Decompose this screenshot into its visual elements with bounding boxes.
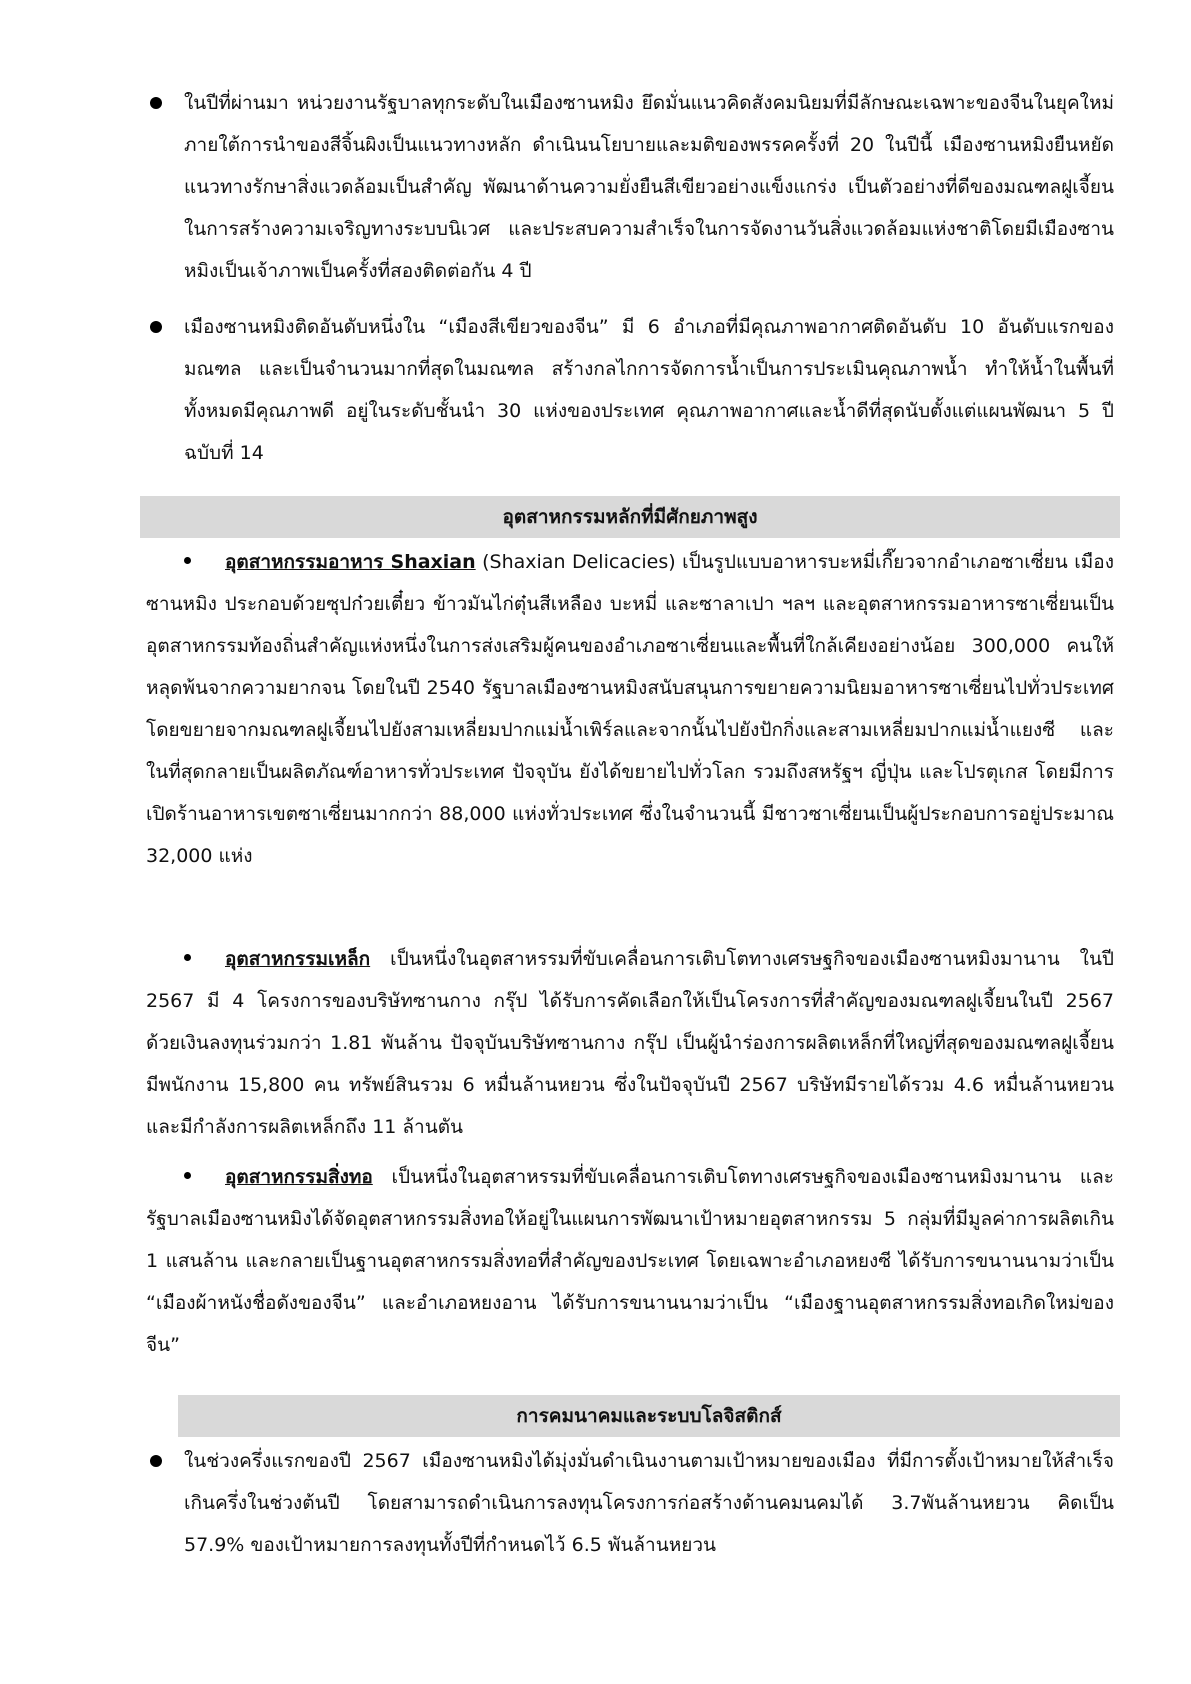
industry-paragraph-food — [146, 541, 1114, 877]
section-heading-transport: การคมนาคมและระบบโลจิสติกส์ — [178, 1395, 1120, 1437]
industry-text: เป็นหนึ่งในอุตสาหรรมที่ขับเคลื่อนการเติบโตทางเศรษฐกิจของเมืองซานหมิงมานาน และรัฐบาลเมืองซานหมิงได้จัดอุตสาหกรรมสิ่งทอให้อยู่ในแผนการพัฒนาเป้าหมายอุตสาหกรรม 5 กลุ่มที่มีมูลค่าการผลิตเกิน 1 แสนล้าน และกลายเป็นฐานอุตสาหกรรมสิ่งทอที่สำคัญของประเทศ โดยเฉพาะอำเภอหยงซี ได้รับการขนานนามว่าเป็น “เมืองผ้าหนังชื่อดังของจีน” และอำเภอหยงอาน ได้รับการขนานนามว่าเป็น “เมืองฐานอุตสาหกรรมสิ่งทอเกิดใหม่ของจีน” — [146, 1166, 1114, 1356]
industry-text: เป็นหนึ่งในอุตสาหรรมที่ขับเคลื่อนการเติบโตทางเศรษฐกิจของเมืองซานหมิงมานาน ในปี 2567 มี 4 โครงการของบริษัทซานกาง กรุ๊ป ได้รับการคัดเลือกให้เป็นโครงการที่สำคัญของมณฑลฝูเจี้ยนในปี 2567 ด้วยเงินลงทุนร่วมกว่า 1.81 พันล้าน ปัจจุบันบริษัทซานกาง กรุ๊ป เป็นผู้นำร่องการผลิตเหล็กที่ใหญ่ที่สุดของมณฑลฝูเจี้ยน มีพนักงาน 15,800 คน ทรัพย์สินรวม 6 หมื่นล้านหยวน ซึ่งในปัจจุบันปี 2567 บริษัทมีรายได้รวม 4.6 หมื่นล้านหยวน และมีกำลังการผลิตเหล็กถึง 11 ล้านตัน — [146, 948, 1114, 1138]
industry-paragraph-steel — [146, 938, 1114, 1148]
intro-bullet-text: เมืองซานหมิงติดอันดับหนึ่งใน “เมืองสีเขียวของจีน” มี 6 อำเภอที่มีคุณภาพอากาศติดอันดับ 10 อันดับแรกของมณฑล และเป็นจำนวนมากที่สุดในมณฑล สร้างกลไกการจัดการน้ำเป็นการประเมินคุณภาพน้ำ ทำให้น้ำในพื้นที่ทั้งหมดมีคุณภาพดี อยู่ในระดับชั้นนำ 30 แห่งของประเทศ คุณภาพอากาศและน้ำดีที่สุดนับตั้งแต่แผนพัฒนา 5 ปีฉบับที่ 14 — [184, 316, 1114, 464]
bullet-icon — [184, 557, 191, 564]
transport-bullet-text: ในช่วงครึ่งแรกของปี 2567 เมืองซานหมิงได้มุ่งมั่นดำเนินงานตามเป้าหมายของเมือง ที่มีการตั้งเป้าหมายให้สำเร็จเกินครึ่งในช่วงต้นปี โดยสามารถดำเนินการลงทุนโครงการก่อสร้างด้านคมนคมได้ 3.7พันล้านหยวน คิดเป็น 57.9% ของเป้าหมายการลงทุนทั้งปีที่กำหนดไว้ 6.5 พันล้านหยวน — [184, 1450, 1114, 1556]
industry-title: อุตสาหกรรมเหล็ก — [225, 948, 371, 970]
industry-title: อุตสาหกรรมอาหาร Shaxian — [225, 551, 476, 573]
industry-title: อุตสาหกรรมสิ่งทอ — [225, 1166, 373, 1188]
bullet-icon — [184, 1172, 191, 1179]
industry-paragraph-textile — [146, 1156, 1114, 1366]
bullet-icon — [150, 321, 162, 333]
bullet-icon — [150, 97, 162, 109]
bullet-icon — [184, 954, 191, 961]
bullet-icon — [150, 1455, 162, 1467]
industry-text: (Shaxian Delicacies) เป็นรูปแบบอาหารบะหมี่เกี๊ยวจากอำเภอซาเซี่ยน เมืองซานหมิง ประกอบด้วยซุปก๋วยเตี๋ยว ข้าวมันไก่ตุ๋นสีเหลือง บะหมี่ และซาลาเปา ฯลฯ และอุตสาหกรรมอาหารซาเซี่ยนเป็นอุตสาหกรรมท้องถิ่นสำคัญแห่งหนึ่งในการส่งเสริมผู้คนของอำเภอซาเซี่ยนและพื้นที่ใกล้เคียงอย่างน้อย 300,000 คนให้หลุดพ้นจากความยากจน โดยในปี 2540 รัฐบาลเมืองซานหมิงสนับสนุนการขยายความนิยมอาหารซาเซี่ยนไปทั่วประเทศ โดยขยายจากมณฑลฝูเจี้ยนไปยังสามเหลี่ยมปากแม่น้ำเพิร์ลและจากนั้นไปยังปักกิ่งและสามเหลี่ยมปากแม่น้ำแยงซี และในที่สุดกลายเป็นผลิตภัณฑ์อาหารทั่วประเทศ ปัจจุบัน ยังได้ขยายไปทั่วโลก รวมถึงสหรัฐฯ ญี่ปุ่น และโปรตุเกส โดยมีการเปิดร้านอาหารเขตซาเซี่ยนมากกว่า 88,000 แห่งทั่วประเทศ ซึ่งในจำนวนนี้ มีชาวซาเซี่ยนเป็นผู้ประกอบการอยู่ประมาณ 32,000 แห่ง — [146, 551, 1114, 867]
intro-bullet-text: ในปีที่ผ่านมา หน่วยงานรัฐบาลทุกระดับในเมืองซานหมิง ยึดมั่นแนวคิดสังคมนิยมที่มีลักษณะเฉพาะของจีนในยุคใหม่ภายใต้การนำของสีจิ้นผิงเป็นแนวทางหลัก ดำเนินนโยบายและมติของพรรคครั้งที่ 20 ในปีนี้ เมืองซานหมิงยืนหยัดแนวทางรักษาสิ่งแวดล้อมเป็นสำคัญ พัฒนาด้านความยั่งยืนสีเขียวอย่างแข็งแกร่ง เป็นตัวอย่างที่ดีของมณฑลฝูเจี้ยนในการสร้างความเจริญทางระบบนิเวศ และประสบความสำเร็จในการจัดงานวันสิ่งแวดล้อมแห่งชาติโดยมีเมืองซานหมิงเป็นเจ้าภาพเป็นครั้งที่สองติดต่อกัน 4 ปี — [184, 92, 1114, 282]
section-heading-industries: อุตสาหกรรมหลักที่มีศักยภาพสูง — [140, 496, 1120, 538]
